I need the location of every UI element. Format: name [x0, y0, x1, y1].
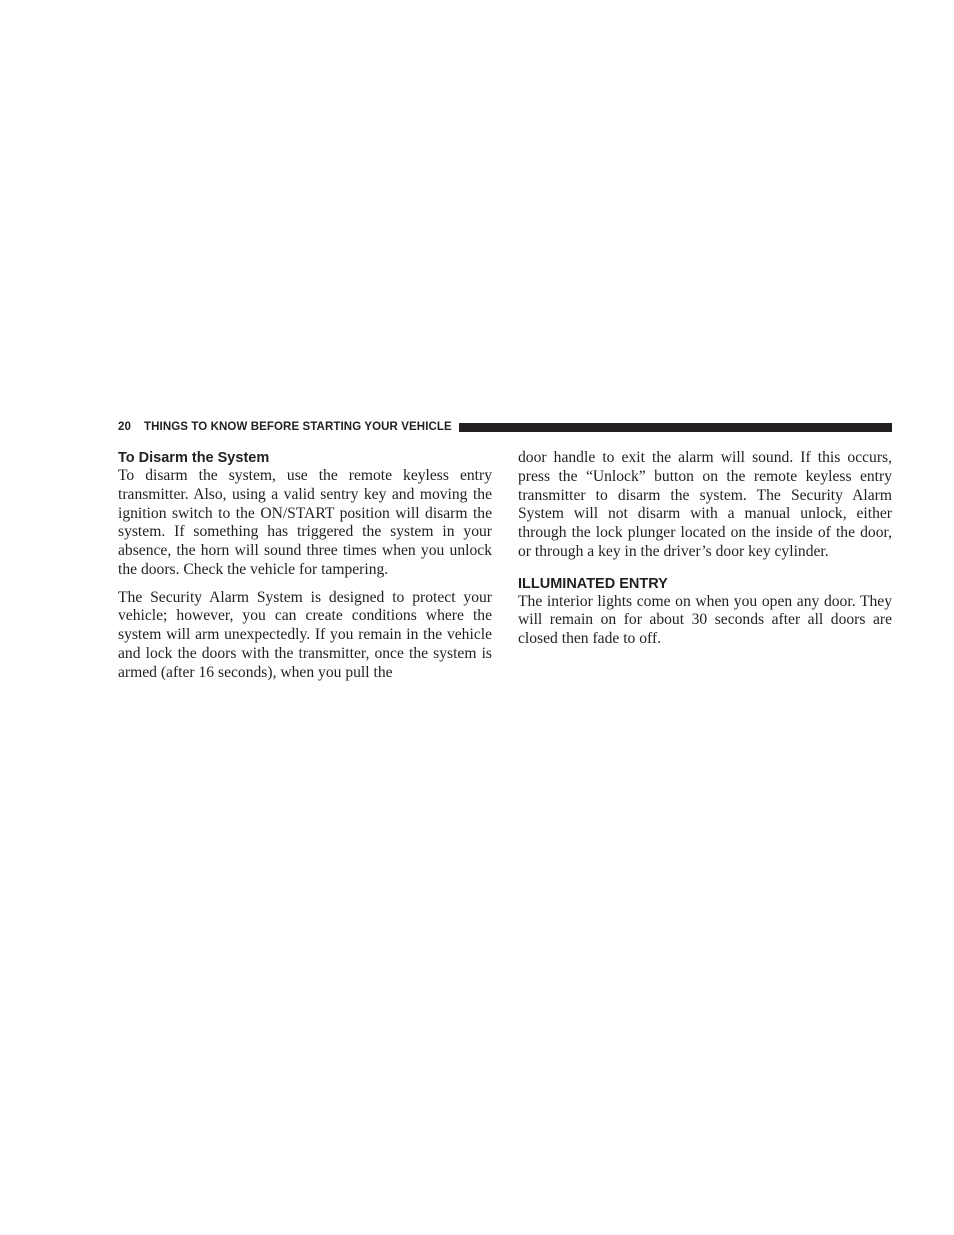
security-alarm-paragraph: The Security Alarm System is designed to protect your vehicle; however, you can create conditions where the system will arm unexpectedly. If you remain in the vehicle and lock the doors with the transmitter, once the system is armed (after 16 seconds), when you pull the	[118, 588, 492, 681]
disarm-paragraph: To disarm the system, use the remote keyless entry transmitter. Also, using a valid sentry key and moving the ignition switch to the ON/START position will disarm the system. If something has triggered the system in your absence, the horn will sound three times when you unlock the doors. Check the vehicle for tampering.	[118, 467, 492, 578]
disarm-heading: To Disarm the System	[118, 450, 270, 466]
left-column	[118, 449, 492, 682]
continued-paragraph: door handle to exit the alarm will sound. If this occurs, press the “Unlock” button on the remote keyless entry transmitter to disarm the system. The Security Alarm System will not disarm with a manual unlock, either through the lock plunger located on the inside of the door, or through a key in the driver’s door key cylinder.	[518, 449, 892, 560]
right-column	[518, 449, 892, 649]
page-number: 20	[118, 421, 131, 433]
section-spacer	[518, 562, 892, 575]
page-header	[118, 419, 892, 435]
illuminated-entry-paragraph: The interior lights come on when you open any door. They will remain on for about 30 seconds after all doors are closed then fade to off.	[518, 592, 892, 647]
paragraph-spacer	[118, 580, 492, 589]
section-title: THINGS TO KNOW BEFORE STARTING YOUR VEHICLE	[144, 421, 452, 433]
illuminated-entry-heading: ILLUMINATED ENTRY	[518, 575, 668, 592]
header-rule-bar	[459, 423, 892, 432]
